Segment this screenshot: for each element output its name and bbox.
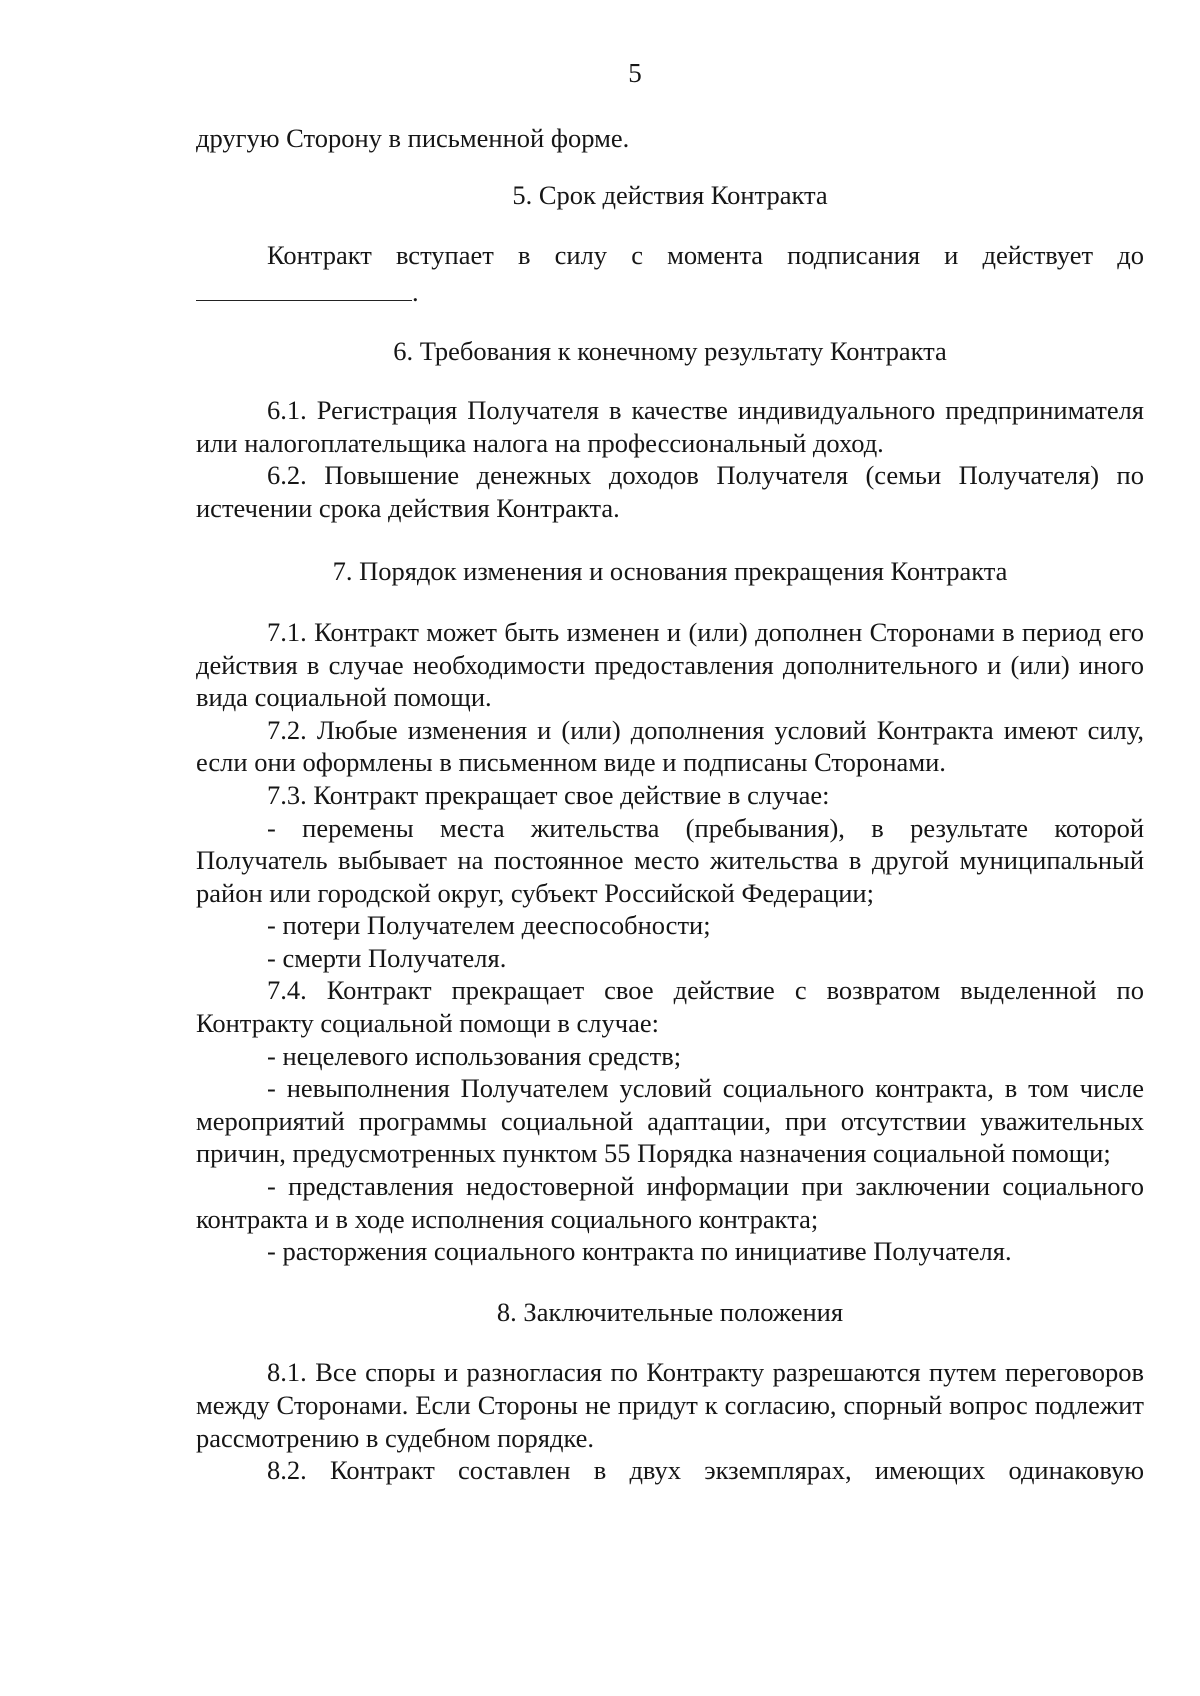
date-blank-line <box>196 276 412 301</box>
date-line-end: . <box>412 276 419 307</box>
section-7-3-item: - перемены места жительства (пребывания), в результате которой Получатель выбывает на постоянное место жительства в другой муниципальный район или городской округ, субъект Российской Федерации; <box>196 812 1144 908</box>
section-7-clause-2: 7.2. Любые изменения и (или) дополнения условий Контракта имеют силу, если они оформлены в письменном виде и подписаны Сторонами. <box>196 714 1144 778</box>
section-7-clause-3: 7.3. Контракт прекращает свое действие в случае: <box>267 779 830 810</box>
section-7-4-item: - расторжения социального контракта по инициативе Получателя. <box>267 1236 1012 1267</box>
section-8-heading: 8. Заключительные положения <box>496 1296 844 1327</box>
document-body <box>196 122 1144 1487</box>
section-7-4-item: - невыполнения Получателем условий социального контракта, в том числе мероприятий программы социальной адаптации, при отсутствии уважительных причин, предусмотренных пунктом 55 Порядка назначения социальной помощи; <box>196 1073 1144 1169</box>
page-number: 5 <box>628 58 642 88</box>
section-7-4-item: - нецелевого использования средств; <box>267 1040 682 1071</box>
section-5-date-line <box>196 276 1144 309</box>
section-8-clause-2: 8.2. Контракт составлен в двух экземплярах, имеющих одинаковую <box>267 1455 1144 1486</box>
section-5-text: Контракт вступает в силу с момента подписания и действует до <box>267 240 1144 271</box>
section-6-clause-1: 6.1. Регистрация Получателя в качестве индивидуального предпринимателя или налогоплательщика налога на профессиональный доход. <box>196 394 1144 458</box>
section-7-3-item: - потери Получателем дееспособности; <box>267 910 711 941</box>
section-7-clause-1: 7.1. Контракт может быть изменен и (или) дополнен Сторонами в период его действия в случае необходимости предоставления дополнительного и (или) иного вида социальной помощи. <box>196 616 1144 713</box>
section-6-heading: 6. Требования к конечному результату Контракта <box>393 336 947 367</box>
section-5-heading: 5. Срок действия Контракта <box>512 179 828 210</box>
section-7-heading: 7. Порядок изменения и основания прекращения Контракта <box>332 556 1008 587</box>
section-7-clause-4: 7.4. Контракт прекращает свое действие с возвратом выделенной по Контракту социальной помощи в случае: <box>196 975 1144 1039</box>
section-7-3-item: - смерти Получателя. <box>267 942 507 973</box>
section-7-4-item: - представления недостоверной информации при заключении социального контракта и в ходе исполнения социального контракта; <box>196 1171 1144 1234</box>
section-6-clause-2: 6.2. Повышение денежных доходов Получателя (семьи Получателя) по истечении срока действия Контракта. <box>196 460 1144 523</box>
section-8-clause-1: 8.1. Все споры и разногласия по Контракту разрешаются путем переговоров между Сторонами. Если Стороны не придут к согласию, спорный вопрос подлежит рассмотрению в судебном порядке. <box>196 1357 1144 1453</box>
continuation-line: другую Сторону в письменной форме. <box>196 123 630 153</box>
